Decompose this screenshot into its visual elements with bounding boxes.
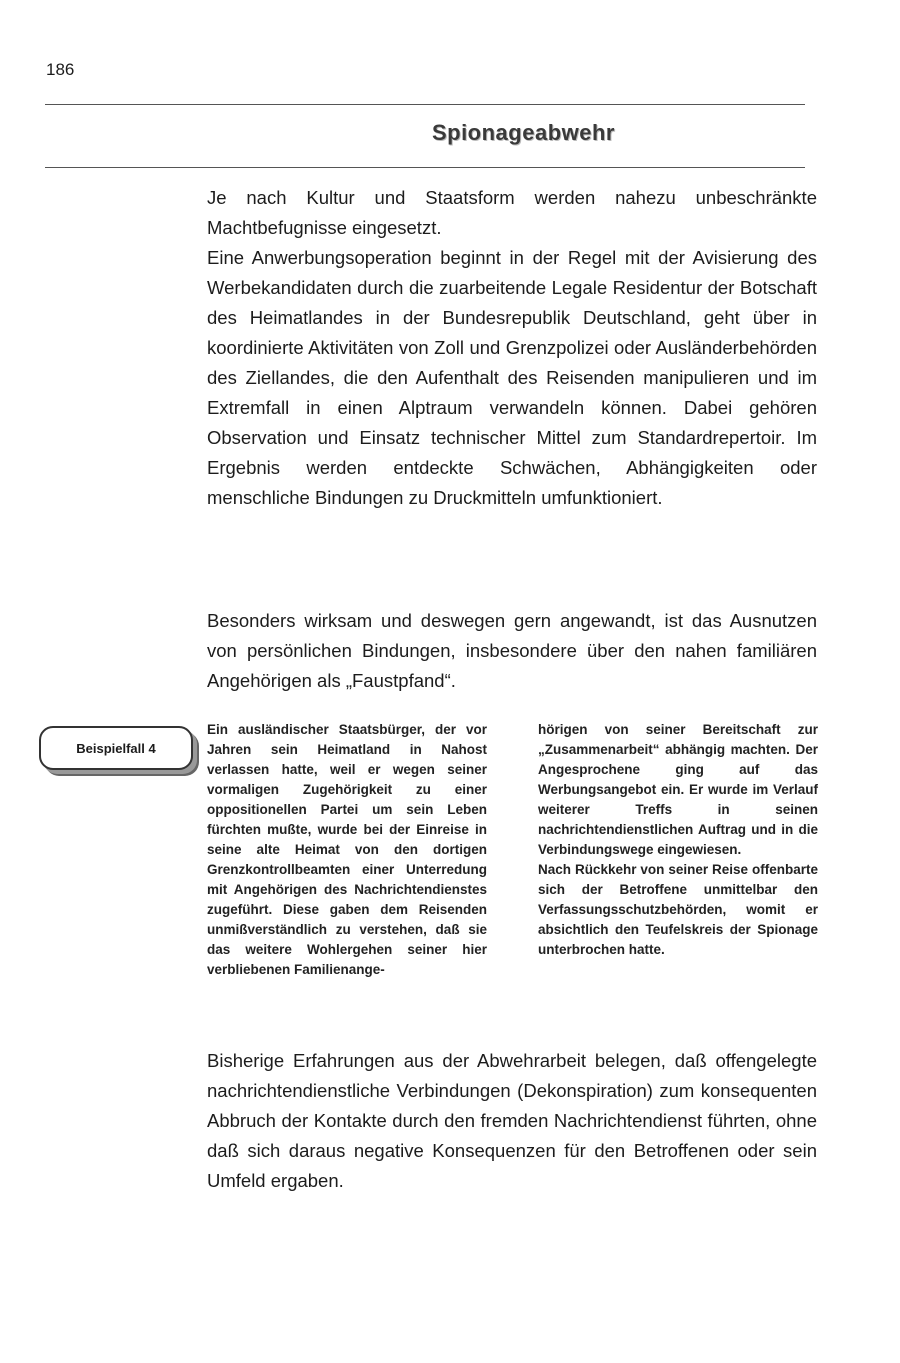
case-label <box>33 718 191 774</box>
main-text-block-2 <box>207 606 817 696</box>
header-rule-top <box>45 104 805 105</box>
paragraph-1: Je nach Kultur und Staatsform werden nahezu unbeschränkte Machtbefugnisse eingesetzt. <box>207 187 817 238</box>
case-text-right-2: Nach Rückkehr von seiner Reise offenbarte sich der Betroffene unmittelbar den Verfassungsschutzbehörden, womit er absichtlich den Teufelskreis der Spionage unterbrochen hatte. <box>538 862 818 957</box>
paragraph-4: Bisherige Erfahrungen aus der Abwehrarbeit belegen, daß offengelegte nachrichtendienstliche Verbindungen (Dekonspiration) zum konsequenten Abbruch der Kontakte durch den fremden Nachrichtendienst führten, ohne daß sich daraus negative Konsequenzen für den Betroffenen oder sein Umfeld ergaben. <box>207 1050 817 1191</box>
case-column-right <box>538 720 818 960</box>
main-text-block-3 <box>207 1046 817 1196</box>
case-column-left <box>207 720 487 980</box>
page-number: 186 <box>46 60 75 79</box>
main-text-block-1 <box>207 183 817 513</box>
case-label-badge: Beispielfall 4 <box>39 726 193 770</box>
paragraph-2: Eine Anwerbungsoperation beginnt in der Regel mit der Avisierung des Werbekandidaten durch die zuarbeitende Legale Residentur der Botschaft des Heimatlandes in der Bundesrepublik Deutschland, geht über in koordinierte Aktivitäten von Zoll und Grenzpolizei oder Ausländerbehörden des Ziellandes, die den Aufenthalt des Reisenden manipulieren und im Extremfall in einen Alptraum verwandeln können. Dabei gehören Observation und Einsatz technischer Mittel zum Standardrepertoir. Im Ergebnis werden entdeckte Schwächen, Abhängigkeiten oder menschliche Bindungen zu Druckmitteln umfunktioniert. <box>207 247 817 508</box>
paragraph-3: Besonders wirksam und deswegen gern angewandt, ist das Ausnutzen von persönlichen Bindungen, insbesondere über den nahen familiären Angehörigen als „Faustpfand“. <box>207 610 817 691</box>
case-text-left: Ein ausländischer Staatsbürger, der vor Jahren sein Heimatland in Nahost verlassen hatte, weil er wegen seiner vormaligen Zugehörigkeit zu einer oppositionellen Partei um sein Leben fürchten mußte, wurde bei der Einreise in seine alte Heimat von den dortigen Grenzkontrollbeamten einer Unterredung mit Angehörigen des Nachrichtendienstes zugeführt. Diese gaben dem Reisenden unmißverständlich zu verstehen, daß sie das weitere Wohlergehen seiner hier verbliebenen Familienange- <box>207 722 487 977</box>
header-rule-bottom <box>45 167 805 168</box>
case-text-right-1: hörigen von seiner Bereitschaft zur „Zusammenarbeit“ abhängig machten. Der Angesprochene ging auf das Werbungsangebot ein. Er wurde im Verlauf weiterer Treffs in seinen nachrichtendienstlichen Auftrag und in die Verbindungswege eingewiesen. <box>538 722 818 857</box>
running-title: Spionageabwehr <box>431 120 615 145</box>
